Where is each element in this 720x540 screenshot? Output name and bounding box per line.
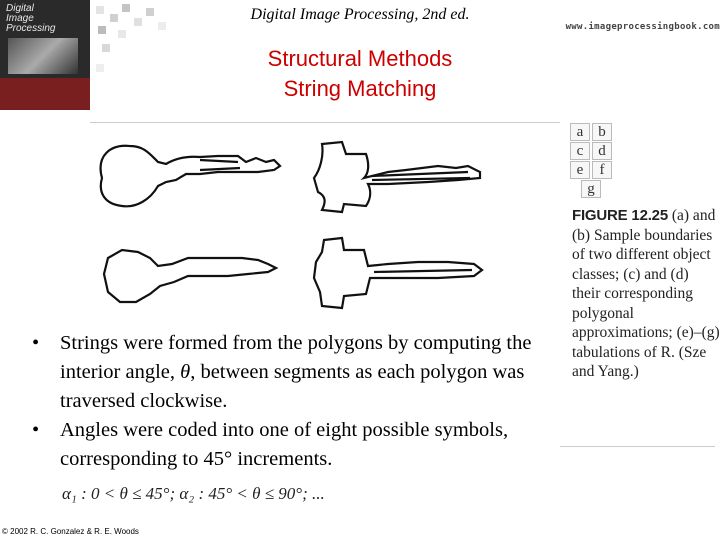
bullet-item (28, 416, 558, 474)
mosaic-square (122, 4, 130, 12)
mosaic-square (98, 26, 106, 34)
mosaic-square (110, 14, 118, 22)
key-boundary-d (314, 238, 482, 308)
mosaic-square (96, 6, 104, 14)
cover-title (6, 4, 55, 34)
panel-label-d: d (598, 143, 606, 159)
panel-label-f: f (599, 162, 605, 178)
copyright-notice: © 2002 R. C. Gonzalez & R. E. Woods (2, 527, 139, 536)
figure-caption (572, 206, 720, 382)
mosaic-square (146, 8, 154, 16)
website-url: www.imageprocessingbook.com (565, 22, 720, 32)
bullet-list (28, 329, 558, 474)
cover-artwork (8, 38, 78, 74)
panel-label-b: b (598, 124, 606, 140)
key-boundaries-figure (88, 126, 508, 316)
bullet-item (28, 329, 558, 416)
slide-title (200, 44, 520, 104)
cover-title-line2: Image (6, 13, 34, 24)
degree-symbol: ° (223, 448, 233, 470)
caption-divider (560, 446, 715, 447)
theta-symbol: θ (180, 361, 191, 383)
mosaic-square (96, 64, 104, 72)
cover-title-line1: Digital (6, 3, 34, 14)
panel-label-g: g (587, 181, 595, 197)
figure-caption-text: (a) and (b) Sample boundaries of two different object classes; (c) and (d) their corresponding polygonal approximations; (e)–(g) tabulations of R. (Sze and Yang.) (572, 207, 720, 380)
header-divider (90, 122, 560, 123)
bullet-text: Angles were coded into one of eight possible symbols, corresponding to 45 (60, 419, 509, 470)
panel-label-c: c (576, 143, 584, 159)
angle-coding-formula: α₁ : 0 < θ ≤ 45°; α₂ : 45° < θ ≤ 90°; ... (62, 484, 325, 503)
book-cover-image (0, 0, 90, 110)
panel-label-a: a (576, 124, 584, 140)
mosaic-square (118, 30, 126, 38)
cover-title-line3: Processing (6, 23, 56, 34)
book-title: Digital Image Processing, 2nd ed. (250, 6, 470, 23)
cover-band (0, 78, 90, 110)
key-boundary-c (104, 250, 276, 302)
mosaic-square (102, 44, 110, 52)
bullet-text: , between segments as each polygon was traversed clockwise. (60, 361, 525, 412)
slide-title-line1: Structural Methods (267, 46, 453, 71)
figure-number: FIGURE 12.25 (572, 207, 668, 224)
panel-label-e: e (576, 162, 584, 178)
key-boundary-a (101, 146, 280, 207)
bullet-text: Strings were formed from the polygons by computing the interior angle, (60, 332, 532, 383)
bullet-text: increments. (232, 448, 333, 470)
slide-title-line2: String Matching (283, 76, 437, 101)
mosaic-square (158, 22, 166, 30)
key-boundary-b (314, 142, 480, 212)
mosaic-square (134, 18, 142, 26)
